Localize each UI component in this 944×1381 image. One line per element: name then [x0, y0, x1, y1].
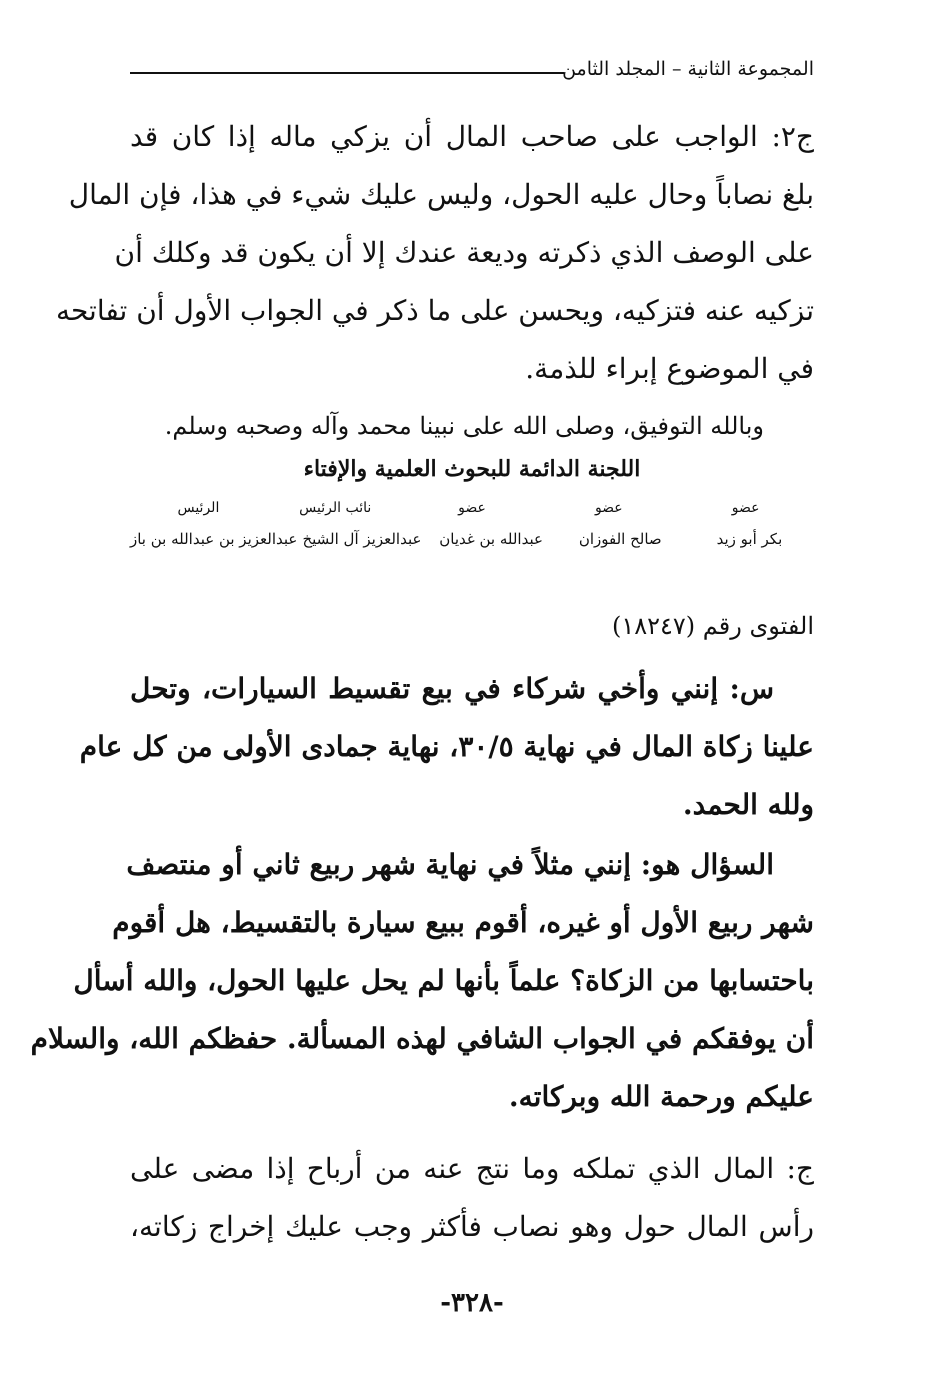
- fatwa-number: الفتوى رقم (١٨٢٤٧): [611, 612, 814, 640]
- member-role: عضو: [731, 500, 760, 516]
- answer-line: رأس المال حول وهو نصاب فأكثر وجب عليك إخراج زكاته،: [130, 1210, 814, 1243]
- question2-line: شهر ربيع الأول أو غيره، أقوم ببيع سيارة بالتقسيط، هل أقوم: [112, 906, 814, 939]
- member-name: صالح الفوزان: [578, 530, 662, 548]
- member-name: عبدالعزيز بن عبدالله بن باز: [129, 530, 298, 548]
- question2-line: باحتسابها من الزكاة؟ علماً بأنها لم يحل عليها الحول، والله أسأل: [73, 964, 814, 997]
- header-rule: [130, 72, 564, 74]
- page-number: -٣٢٨-: [440, 1288, 504, 1318]
- member-role: الرئيس: [177, 500, 220, 516]
- closing-line: وبالله التوفيق، وصلى الله على نبينا محمد وآله وصحبه وسلم.: [164, 412, 764, 440]
- answer-line: ج: المال الذي تملكه وما نتج عنه من أرباح إذا مضى على: [130, 1152, 814, 1185]
- question2-paragraph: [30, 836, 814, 1126]
- question2-line: أن يوفقكم في الجواب الشافي لهذه المسألة. حفظكم الله، والسلام: [30, 1022, 814, 1055]
- member-role: عضو: [458, 500, 486, 516]
- page-header: [130, 58, 814, 88]
- answer2-line: في الموضوع إبراء للذمة.: [525, 352, 814, 385]
- member-name: عبدالعزيز آل الشيخ: [302, 530, 422, 548]
- member-role: عضو: [594, 500, 623, 516]
- header-title: المجموعة الثانية – المجلد الثامن: [562, 58, 814, 80]
- member-name: بكر أبو زيد: [716, 530, 783, 548]
- question-paragraph: [79, 660, 814, 834]
- answer2-line: بلغ نصاباً وحال عليه الحول، وليس عليك شيء في هذا، فإن المال: [68, 178, 814, 211]
- answer2-line: تزكيه عنه فتزكيه، ويحسن على ما ذكر في الجواب الأول أن تفاتحه: [55, 294, 814, 327]
- member-name: عبدالله بن غديان: [439, 530, 543, 548]
- answer2-line: على الوصف الذي ذكرته وديعة عندك إلا أن يكون قد وكلك أن: [114, 236, 814, 269]
- question2-line: عليكم ورحمة الله وبركاته.: [508, 1080, 814, 1113]
- question-line: علينا زكاة المال في نهاية ٣٠/٥، نهاية جمادى الأولى من كل عام: [79, 730, 814, 763]
- member-role: نائب الرئيس: [299, 500, 372, 516]
- question-line: ولله الحمد.: [682, 788, 814, 821]
- answer2-line: ج٢: الواجب على صاحب المال أن يزكي ماله إذا كان قد: [130, 120, 814, 153]
- member-names: [130, 530, 814, 548]
- question2-line: السؤال هو: إنني مثلاً في نهاية شهر ربيع ثاني أو منتصف: [126, 848, 774, 881]
- question-line: س: إنني وأخي شركاء في بيع تقسيط السيارات، وتحل: [130, 672, 774, 705]
- answer-paragraph: [130, 1140, 814, 1256]
- committee-members: [130, 500, 814, 548]
- answer2-paragraph: [55, 108, 814, 398]
- member-roles: [130, 500, 814, 516]
- committee-title: اللجنة الدائمة للبحوث العلمية والإفتاء: [303, 456, 641, 482]
